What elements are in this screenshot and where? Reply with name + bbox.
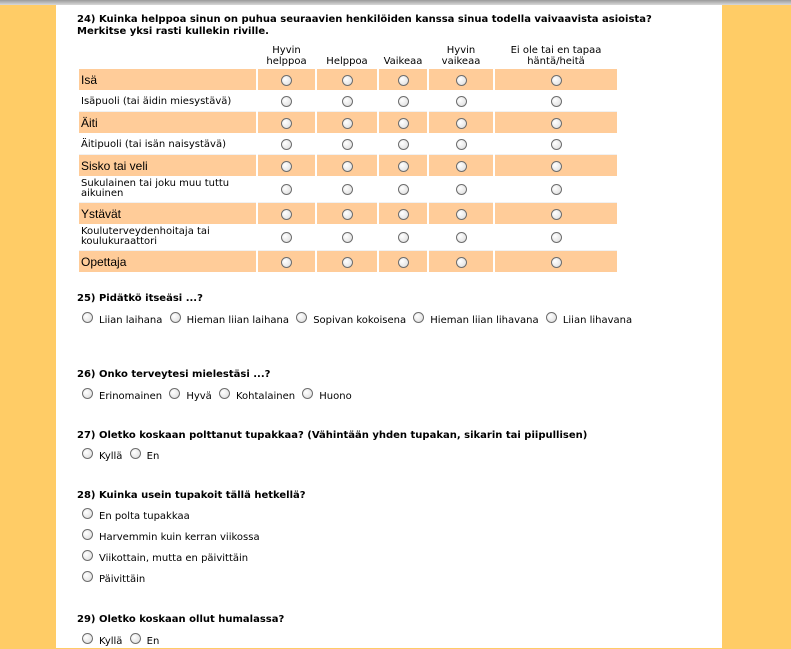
q28-option[interactable]: En polta tupakkaa	[82, 510, 260, 524]
radio-button[interactable]	[82, 508, 93, 519]
radio-button[interactable]	[82, 448, 93, 459]
q24-header-row	[79, 41, 617, 69]
q24-col-header: Ei ole tai en tapaa häntä/heitä	[510, 45, 602, 67]
radio-button[interactable]	[82, 550, 93, 561]
q25-title: 25) Pidätkö itseäsi ...?	[77, 293, 203, 304]
radio-button[interactable]	[281, 96, 292, 107]
radio-button[interactable]	[342, 139, 353, 150]
q24-title	[77, 14, 652, 38]
q28-option[interactable]: Päivittäin	[82, 573, 260, 587]
radio-button[interactable]	[398, 118, 409, 129]
radio-button[interactable]	[342, 257, 353, 268]
q29-title: 29) Oletko koskaan ollut humalassa?	[77, 614, 285, 625]
q24-matrix	[77, 41, 619, 272]
q26-option[interactable]: Huono	[302, 390, 351, 404]
radio-button[interactable]	[398, 139, 409, 150]
radio-button[interactable]	[82, 312, 93, 323]
radio-button[interactable]	[413, 312, 424, 323]
q24-col-header: Helppoa	[326, 56, 368, 67]
radio-button[interactable]	[398, 75, 409, 86]
radio-button[interactable]	[551, 139, 562, 150]
q24-row-opettaja	[79, 251, 617, 272]
q26-option[interactable]: Kohtalainen	[219, 390, 295, 404]
q26-option[interactable]: Erinomainen	[82, 390, 162, 404]
q29-options	[82, 635, 163, 649]
radio-button[interactable]	[342, 232, 353, 243]
radio-button[interactable]	[551, 257, 562, 268]
radio-button[interactable]	[456, 75, 467, 86]
radio-button[interactable]	[342, 75, 353, 86]
q24-title-line2: Merkitse yksi rasti kullekin riville.	[77, 26, 269, 37]
radio-button[interactable]	[342, 118, 353, 129]
radio-button[interactable]	[302, 388, 313, 399]
radio-button[interactable]	[82, 571, 93, 582]
radio-button[interactable]	[456, 209, 467, 220]
q28-option[interactable]: Viikottain, mutta en päivittäin	[82, 552, 260, 566]
q24-col-header: Hyvin helppoa	[266, 45, 307, 67]
radio-button[interactable]	[82, 388, 93, 399]
q25-option[interactable]: Hieman liian laihana	[170, 314, 289, 328]
radio-button[interactable]	[219, 388, 230, 399]
q24-col-header: Vaikeaa	[383, 56, 423, 67]
radio-button[interactable]	[456, 118, 467, 129]
q28-title: 28) Kuinka usein tupakoit tällä hetkellä?	[77, 490, 306, 501]
row-label: Kouluterveydenhoitaja tai koulukuraattori	[81, 226, 210, 247]
radio-button[interactable]	[398, 184, 409, 195]
q25-option[interactable]: Liian laihana	[82, 314, 162, 328]
radio-button[interactable]	[342, 161, 353, 172]
radio-button[interactable]	[281, 118, 292, 129]
q25-option[interactable]: Hieman liian lihavana	[413, 314, 538, 328]
q27-options	[82, 450, 163, 464]
radio-button[interactable]	[456, 184, 467, 195]
q24-row-sisko	[79, 155, 617, 176]
radio-button[interactable]	[456, 232, 467, 243]
row-label: Sukulainen tai joku muu tuttu aikuinen	[81, 178, 230, 199]
radio-button[interactable]	[281, 139, 292, 150]
q29-option[interactable]: En	[130, 635, 160, 649]
q24-header-empty	[79, 41, 256, 69]
q24-row-sukulainen	[79, 176, 617, 203]
radio-button[interactable]	[551, 209, 562, 220]
radio-button[interactable]	[398, 96, 409, 107]
radio-button[interactable]	[342, 96, 353, 107]
q24-row-isapuoli	[79, 90, 617, 112]
radio-button[interactable]	[281, 257, 292, 268]
radio-button[interactable]	[281, 75, 292, 86]
q28-option[interactable]: Harvemmin kuin kerran viikossa	[82, 531, 260, 545]
row-label: Ystävät	[81, 206, 122, 221]
q26-options	[82, 390, 356, 404]
radio-button[interactable]	[546, 312, 557, 323]
q24-row-isa	[79, 69, 617, 90]
q24-row-ystavat	[79, 203, 617, 224]
radio-button[interactable]	[170, 312, 181, 323]
q27-option[interactable]: Kyllä	[82, 450, 122, 464]
radio-button[interactable]	[342, 184, 353, 195]
q27-title: 27) Oletko koskaan polttanut tupakkaa? (Vähintään yhden tupakan, sikarin tai piipullisen)	[77, 430, 588, 441]
radio-button[interactable]	[281, 232, 292, 243]
q26-title: 26) Onko terveytesi mielestäsi ...?	[77, 369, 271, 380]
radio-button[interactable]	[456, 96, 467, 107]
q25-options	[82, 314, 636, 328]
radio-button[interactable]	[82, 633, 93, 644]
radio-button[interactable]	[398, 161, 409, 172]
q24-row-aitipuoli	[79, 133, 617, 155]
radio-button[interactable]	[398, 257, 409, 268]
radio-button[interactable]	[130, 448, 141, 459]
radio-button[interactable]	[398, 209, 409, 220]
radio-button[interactable]	[456, 161, 467, 172]
radio-button[interactable]	[130, 633, 141, 644]
radio-button[interactable]	[82, 529, 93, 540]
q24-row-terveydenhoitaja	[79, 224, 617, 251]
row-label: Isäpuoli (tai äidin miesystävä)	[81, 96, 232, 107]
radio-button[interactable]	[281, 161, 292, 172]
radio-button[interactable]	[551, 96, 562, 107]
row-label: Isä	[81, 72, 98, 87]
radio-button[interactable]	[551, 118, 562, 129]
radio-button[interactable]	[281, 209, 292, 220]
q27-option[interactable]: En	[130, 450, 160, 464]
row-label: Äiti	[81, 115, 98, 130]
q24-title-line1: 24) Kuinka helppoa sinun on puhua seuraavien henkilöiden kanssa sinua todella vaivaavista asioista?	[77, 14, 652, 25]
q25-option[interactable]: Liian lihavana	[546, 314, 632, 328]
q25-option[interactable]: Sopivan kokoisena	[296, 314, 406, 328]
radio-button[interactable]	[551, 232, 562, 243]
radio-button[interactable]	[456, 257, 467, 268]
row-label: Sisko tai veli	[81, 158, 148, 173]
row-label: Opettaja	[81, 254, 127, 269]
radio-button[interactable]	[342, 209, 353, 220]
radio-button[interactable]	[398, 232, 409, 243]
survey-page	[56, 5, 722, 648]
q24-row-aiti	[79, 112, 617, 133]
q26-option[interactable]: Hyvä	[169, 390, 211, 404]
radio-button[interactable]	[456, 139, 467, 150]
q29-option[interactable]: Kyllä	[82, 635, 122, 649]
q28-options	[82, 510, 264, 594]
radio-button[interactable]	[551, 75, 562, 86]
radio-button[interactable]	[296, 312, 307, 323]
row-label: Äitipuoli (tai isän naisystävä)	[81, 139, 226, 150]
q24-col-header: Hyvin vaikeaa	[441, 45, 481, 67]
radio-button[interactable]	[551, 161, 562, 172]
radio-button[interactable]	[169, 388, 180, 399]
radio-button[interactable]	[551, 184, 562, 195]
radio-button[interactable]	[281, 184, 292, 195]
